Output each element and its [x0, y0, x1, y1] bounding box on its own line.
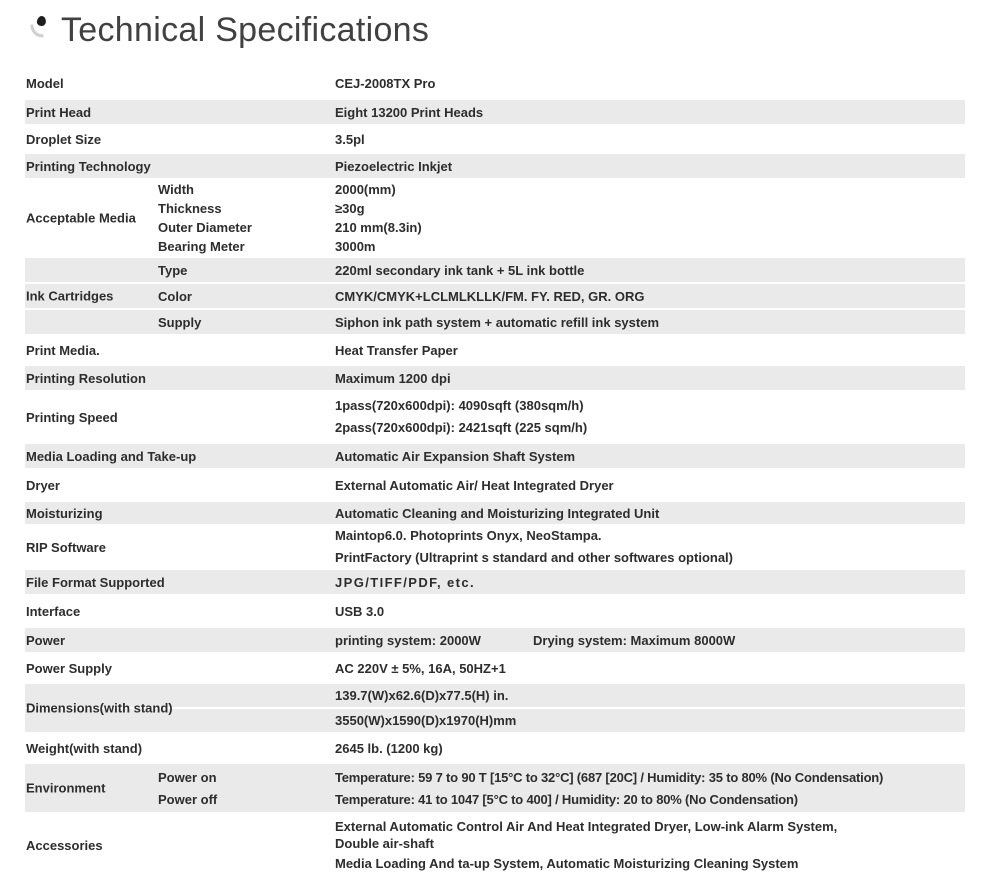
- spec-value: AC 220V ± 5%, 16A, 50HZ+1: [335, 660, 506, 676]
- spec-value: [335, 525, 965, 569]
- spec-value: Temperature: 59 7 to 90 T [15°C to 32°C] (687 [20C] / Humidity: 35 to 80% (No Condensation): [335, 769, 884, 785]
- spec-label: Environment: [26, 780, 106, 796]
- spec-value-printing-system: printing system: 2000W: [335, 632, 481, 648]
- spec-value: USB 3.0: [335, 603, 385, 619]
- spec-value: 210 mm(8.3in): [335, 220, 422, 235]
- spec-value: Maximum 1200 dpi: [335, 370, 451, 386]
- spec-sublabel: Color: [158, 288, 192, 304]
- spec-label: Power Supply: [26, 660, 112, 676]
- spec-value: Siphon ink path system + automatic refill ink system: [335, 314, 660, 330]
- spec-row-accessories: [25, 814, 965, 876]
- spec-row-media-loading: [25, 444, 965, 468]
- spec-row-interface: [25, 596, 965, 626]
- spec-value: CEJ-2008TX Pro: [335, 75, 436, 91]
- page-title: Technical Specifications: [61, 11, 430, 49]
- spec-value: External Automatic Air/ Heat Integrated Dryer: [335, 477, 614, 493]
- spec-value: Automatic Cleaning and Moisturizing Integrated Unit: [335, 505, 660, 521]
- spec-value-line: 1pass(720x600dpi): 4090sqft (380sqm/h): [335, 398, 584, 413]
- spec-label: Moisturizing: [26, 505, 103, 521]
- spec-label: Model: [26, 75, 64, 91]
- spec-value: ≥30g: [335, 201, 365, 216]
- spec-subrow: [25, 199, 965, 218]
- spec-table: [25, 68, 965, 876]
- spec-label: Printing Technology: [26, 158, 151, 174]
- spec-label: Ink Cartridges: [26, 288, 114, 304]
- spec-value: [335, 633, 965, 648]
- spec-row-print-media: [25, 336, 965, 364]
- spec-value: JPG/TIFF/PDF, etc.: [335, 574, 476, 590]
- spec-sublabel: Width: [158, 182, 194, 197]
- spec-row-environment: [25, 764, 965, 812]
- brand-swash: [30, 23, 43, 38]
- brand-mark-icon: [27, 8, 53, 48]
- spec-label: Printing Resolution: [26, 370, 146, 386]
- spec-row-power: [25, 628, 965, 652]
- spec-row-printing-technology: [25, 154, 965, 178]
- page-header: [27, 8, 993, 54]
- spec-row-dimensions: [25, 684, 965, 732]
- spec-subrow: [25, 284, 965, 308]
- spec-label: Accessories: [26, 837, 103, 853]
- spec-subrow: [25, 237, 965, 256]
- spec-row-moisturizing: [25, 502, 965, 524]
- spec-value: 3000m: [335, 239, 376, 254]
- spec-value: 220ml secondary ink tank + 5L ink bottle: [335, 262, 585, 278]
- spec-value-line: PrintFactory (Ultraprint s standard and other softwares optional): [335, 550, 733, 565]
- spec-label: Droplet Size: [26, 131, 102, 147]
- spec-label: Media Loading and Take-up: [26, 448, 197, 464]
- spec-label: File Format Supported: [26, 574, 165, 590]
- spec-row-weight: [25, 734, 965, 762]
- spec-value: Eight 13200 Print Heads: [335, 104, 484, 120]
- spec-value-line: 139.7(W)x62.6(D)x77.5(H) in.: [335, 688, 509, 703]
- spec-value-line: Maintop6.0. Photoprints Onyx, NeoStampa.: [335, 528, 602, 543]
- spec-label: Print Head: [26, 104, 92, 120]
- spec-value-line: 2pass(720x600dpi): 2421sqft (225 sqm/h): [335, 420, 588, 435]
- spec-row-power-supply: [25, 654, 965, 682]
- spec-sublabel: Bearing Meter: [158, 239, 245, 254]
- spec-value: 2645 lb. (1200 kg): [335, 740, 443, 756]
- spec-label: Interface: [26, 603, 81, 619]
- spec-label: Dryer: [26, 477, 60, 493]
- spec-sublabel: Type: [158, 262, 188, 278]
- spec-sublabel: Thickness: [158, 201, 222, 216]
- spec-label: RIP Software: [26, 539, 106, 555]
- spec-sublabel: Power off: [158, 791, 218, 807]
- spec-row-rip-software: [25, 526, 965, 568]
- spec-value: 2000(mm): [335, 182, 396, 197]
- spec-subrow: [25, 788, 965, 810]
- spec-value-line: 3550(W)x1590(D)x1970(H)mm: [335, 713, 517, 728]
- spec-value: CMYK/CMYK+LCLMLKLLK/FM. FY. RED, GR. ORG: [335, 288, 645, 304]
- spec-row-printing-resolution: [25, 366, 965, 390]
- spec-value: Heat Transfer Paper: [335, 342, 458, 358]
- spec-value-line: Media Loading And ta-up System, Automatic Moisturizing Cleaning System: [335, 856, 799, 871]
- spec-subrow: [25, 258, 965, 282]
- spec-subrow: [25, 180, 965, 199]
- spec-value-drying-system: Drying system: Maximum 8000W: [533, 632, 736, 648]
- spec-label: Print Media.: [26, 342, 100, 358]
- spec-label: Power: [26, 632, 66, 648]
- spec-row-printing-speed: [25, 392, 965, 442]
- spec-subrow: [25, 766, 965, 788]
- spec-value: 3.5pl: [335, 131, 365, 147]
- spec-label: Weight(with stand): [26, 740, 143, 756]
- spec-label: Dimensions(with stand): [26, 700, 173, 716]
- spec-row-droplet-size: [25, 126, 965, 152]
- spec-value: Piezoelectric Inkjet: [335, 158, 453, 174]
- spec-value-line: External Automatic Control Air And Heat Integrated Dryer, Low-ink Alarm System,: [335, 819, 838, 834]
- spec-value: [335, 818, 965, 872]
- spec-subrow: [25, 310, 965, 334]
- spec-row-ink-cartridges: [25, 258, 965, 334]
- spec-row-file-format: [25, 570, 965, 594]
- spec-value: Temperature: 41 to 1047 [5°C to 400] / Humidity: 20 to 80% (No Condensation): [335, 791, 798, 807]
- spec-row-dryer: [25, 470, 965, 500]
- spec-row-print-head: [25, 100, 965, 124]
- spec-value-line: Double air-shaft: [335, 836, 434, 851]
- spec-subrow: [25, 218, 965, 237]
- spec-value: Automatic Air Expansion Shaft System: [335, 448, 576, 464]
- spec-label: Acceptable Media: [26, 210, 136, 226]
- spec-row-acceptable-media: [25, 180, 965, 256]
- spec-sublabel: Outer Diameter: [158, 220, 252, 235]
- spec-sublabel: Power on: [158, 769, 217, 785]
- spec-label: Printing Speed: [26, 409, 118, 425]
- spec-sublabel: Supply: [158, 314, 202, 330]
- spec-row-model: [25, 68, 965, 98]
- spec-value: [335, 395, 965, 439]
